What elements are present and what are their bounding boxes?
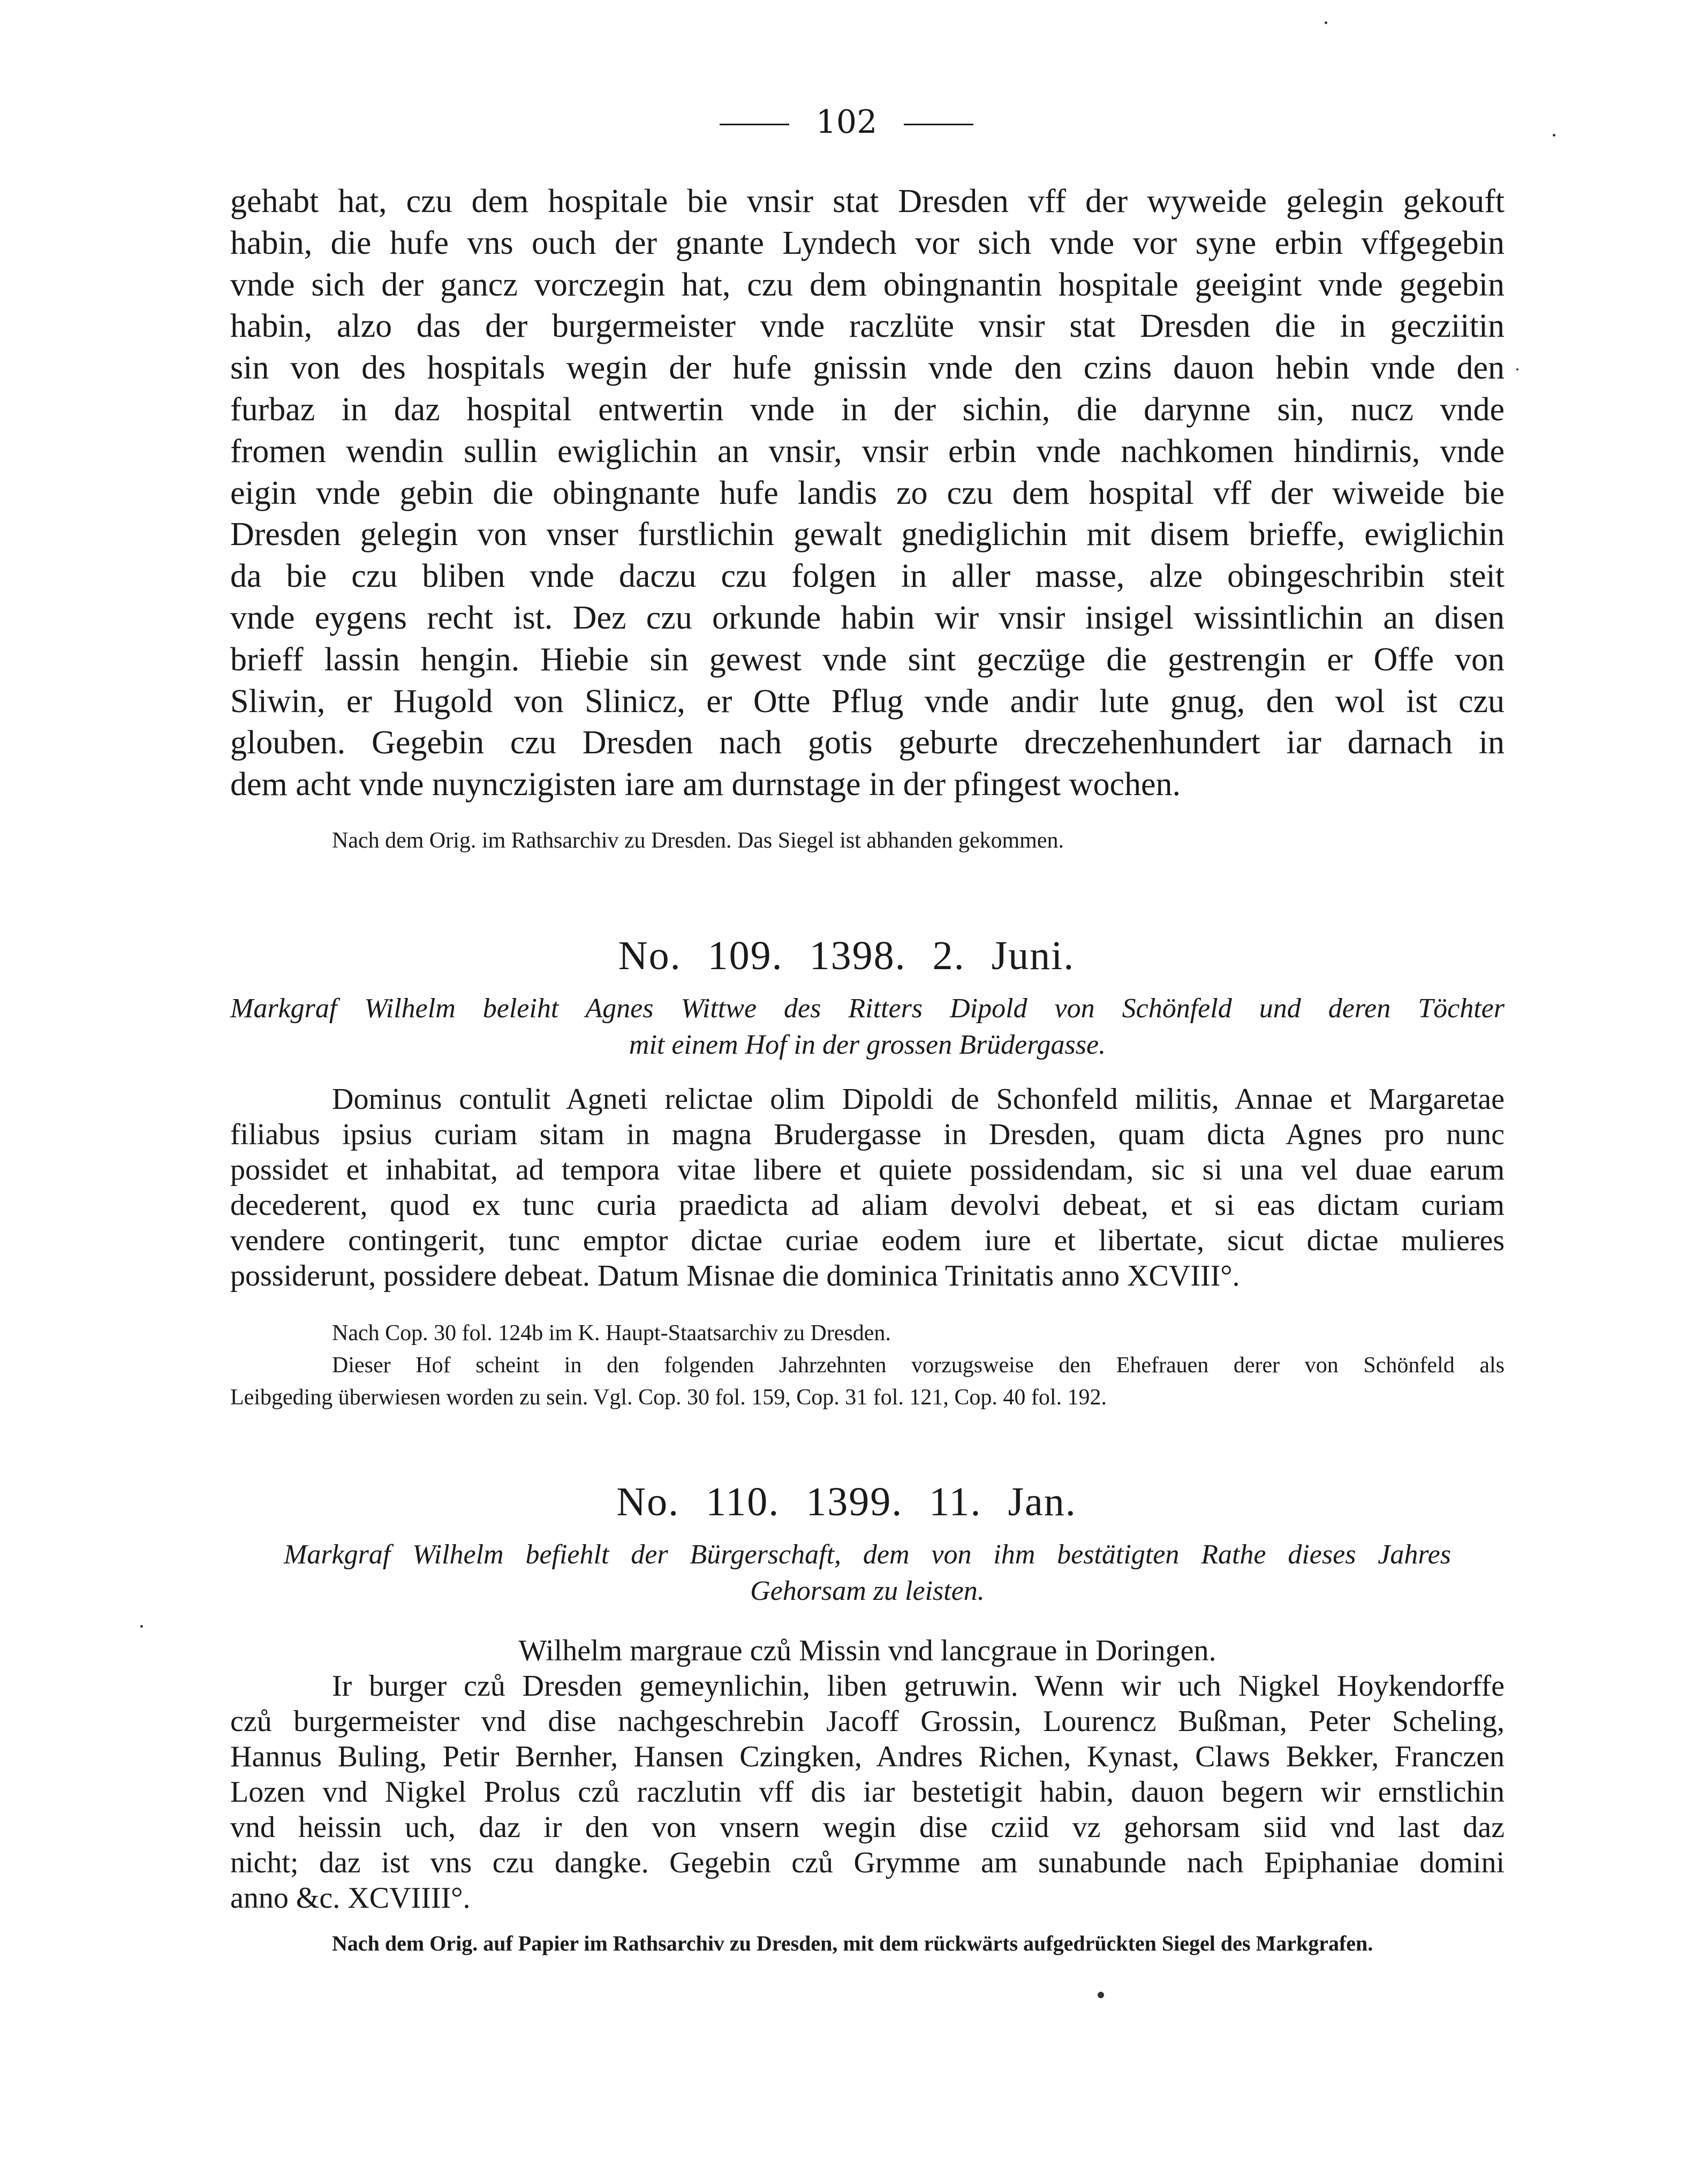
doc-110-text <box>230 1633 1505 1916</box>
salutation-line: Wilhelm margraue czů Missin vnd lancgraue in Doringen. <box>518 1634 1216 1667</box>
scan-speck <box>1553 134 1555 137</box>
doc-109-paragraph <box>230 1082 1505 1294</box>
text-line: vendere contingerit, tunc emptor dictae curiae eodem iure et libertate, sicut dictae mulieres <box>230 1224 1505 1257</box>
summary-line: Markgraf Wilhelm befiehlt der Bürgerschaft, dem von ihm bestätigten Rathe dieses Jahres <box>284 1539 1451 1570</box>
text-line: habin, die hufe vns ouch der gnante Lyndech vor sich vnde vor syne erbin vffgegebin <box>230 224 1505 261</box>
doc-109-text <box>230 1082 1505 1294</box>
scan-speck <box>1516 368 1518 371</box>
text-line: Ir burger czů Dresden gemeynlichin, liben getruwin. Wenn wir uch Nigkel Hoykendorffe <box>332 1669 1505 1703</box>
text-line: Hannus Buling, Petir Bernher, Hansen Czingken, Andres Richen, Kynast, Claws Bekker, Franczen <box>230 1740 1505 1773</box>
summary-line: Gehorsam zu leisten. <box>750 1576 985 1606</box>
text-line: glouben. Gegebin czu Dresden nach gotis geburte dreczehenhundert iar darnach in <box>230 724 1505 761</box>
text-line: Dresden gelegin von vnser furstlichin gewalt gnediglichin mit disem brieffe, ewiglichin <box>230 516 1505 553</box>
doc-110-heading: No. 110. 1399. 11. Jan. <box>616 1479 1077 1524</box>
text-line: Dominus contulit Agneti relictae olim Dipoldi de Schonfeld militis, Annae et Margaretae <box>332 1083 1505 1116</box>
text-line: filiabus ipsius curiam sitam in magna Brudergasse in Dresden, quam dicta Agnes pro nunc <box>230 1118 1505 1151</box>
text-line: anno &c. XCVIIII°. <box>230 1881 471 1915</box>
text-line: decederent, quod ex tunc curia praedicta ad aliam devolvi debeat, et si eas dictam curiam <box>230 1189 1505 1222</box>
page-number <box>0 101 1693 143</box>
remark-paragraph <box>230 1349 1505 1414</box>
source-note: Nach dem Orig. im Rathsarchiv zu Dresden. Das Siegel ist abhanden gekommen. <box>332 828 1064 853</box>
text-line: possiderunt, possidere debeat. Datum Misnae die dominica Trinitatis anno XCVIII°. <box>230 1259 1240 1293</box>
continuation-text <box>230 181 1505 806</box>
doc-110-summary <box>284 1537 1451 1609</box>
summary-line: Markgraf Wilhelm beleiht Agnes Wittwe des Ritters Dipold von Schönfeld und deren Töchter <box>230 993 1505 1024</box>
text-line: habin, alzo das der burgermeister vnde raczlüte vnsir stat Dresden die in gecziitin <box>230 308 1505 345</box>
continuation-paragraph <box>230 181 1505 806</box>
text-line: vnde eygens recht ist. Dez czu orkunde habin wir vnsir insigel wissintlichin an disen <box>230 599 1505 636</box>
text-line: possidet et inhabitat, ad tempora vitae libere et quiete possidendam, sic si una vel duae earum <box>230 1153 1505 1187</box>
scan-speck <box>1325 21 1327 24</box>
page-number-rule-right <box>904 124 973 125</box>
text-line: czů burgermeister vnd dise nachgeschrebin Jacoff Grossin, Lourencz Bußman, Peter Scheling, <box>230 1705 1505 1738</box>
text-line: nicht; daz ist vns czu dangke. Gegebin czů Grymme am sunabunde nach Epiphaniae domini <box>230 1846 1505 1879</box>
source-note: Nach Cop. 30 fol. 124b im K. Haupt-Staatsarchiv zu Dresden. <box>332 1321 891 1346</box>
text-line: eigin vnde gebin die obingnante hufe landis zo czu dem hospital vff der wiweide bie <box>230 474 1505 511</box>
text-line: gehabt hat, czu dem hospitale bie vnsir stat Dresden vff der wyweide gelegin gekouft <box>230 183 1505 220</box>
text-line: vnd heissin uch, daz ir den von vnsern wegin dise cziid vz gehorsam siid vnd last daz <box>230 1811 1505 1844</box>
page-number-rule-left <box>720 124 789 125</box>
text-line: da bie czu bliben vnde daczu czu folgen in aller masse, alze obingeschribin steit <box>230 558 1505 595</box>
text-line: furbaz in daz hospital entwertin vnde in der sichin, die darynne sin, nucz vnde <box>230 391 1505 428</box>
doc-109-summary <box>230 991 1505 1063</box>
doc-110-paragraph <box>230 1633 1505 1916</box>
doc-110-source-note <box>332 1928 1505 1960</box>
scan-speck <box>1098 1992 1104 1998</box>
text-line: fromen wendin sullin ewiglichin an vnsir, vnsir erbin vnde nachkomen hindirnis, vnde <box>230 433 1505 470</box>
scan-speck <box>140 1625 143 1628</box>
text-line: sin von des hospitals wegin der hufe gnissin vnde den czins dauon hebin vnde den <box>230 350 1505 387</box>
remark-line: Leibgeding überwiesen worden zu sein. Vgl. Cop. 30 fol. 159, Cop. 31 fol. 121, Cop. 40 fol. 192. <box>230 1385 1107 1410</box>
text-line: Sliwin, er Hugold von Slinicz, er Otte Pflug vnde andir lute gnug, den wol ist czu <box>230 683 1505 720</box>
continuation-source-note <box>332 825 1510 857</box>
text-line: dem acht vnde nuynczigisten iare am durnstage in der pfingest wochen. <box>230 766 1181 803</box>
doc-109-heading: No. 109. 1398. 2. Juni. <box>618 933 1075 978</box>
remark-line: Dieser Hof scheint in den folgenden Jahrzehnten vorzugsweise den Ehefrauen derer von Schönfeld als <box>332 1353 1505 1378</box>
source-note: Nach dem Orig. auf Papier im Rathsarchiv zu Dresden, mit dem rückwärts aufgedrückten Siegel des Markgrafen. <box>332 1931 1373 1955</box>
text-line: Lozen vnd Nigkel Prolus czů raczlutin vff dis iar bestetigit habin, dauon begern wir ernstlichin <box>230 1775 1505 1809</box>
doc-109-remark <box>230 1349 1505 1414</box>
text-line: brieff lassin hengin. Hiebie sin gewest vnde sint geczüge die gestrengin er Offe von <box>230 641 1505 678</box>
doc-109-source-note <box>332 1317 1510 1349</box>
page-number-text: 102 <box>815 103 878 141</box>
summary-line: mit einem Hof in der grossen Brüdergasse. <box>629 1030 1106 1060</box>
text-line: vnde sich der gancz vorczegin hat, czu dem obingnantin hospitale geeigint vnde gegebin <box>230 266 1505 303</box>
